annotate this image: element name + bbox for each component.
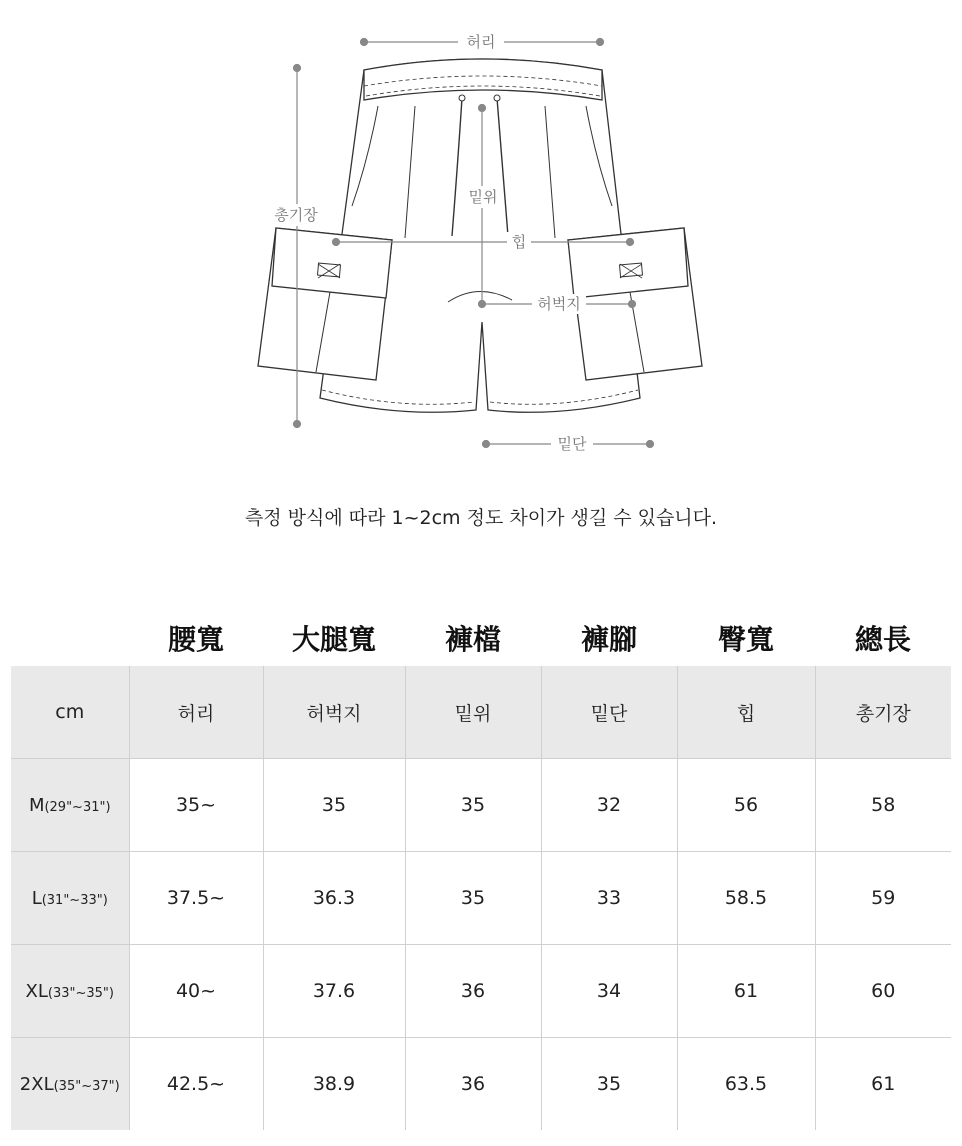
cell-value: 37.5~: [129, 852, 263, 945]
unit-label: cm: [11, 666, 129, 759]
cell-value: 59: [815, 852, 951, 945]
header-thigh: 허벅지: [263, 666, 405, 759]
thigh-label: 허벅지: [537, 295, 581, 313]
size-name: 2XL: [19, 1073, 54, 1095]
cell-value: 61: [677, 945, 815, 1038]
cell-value: 40~: [129, 945, 263, 1038]
size-name: XL: [25, 980, 48, 1002]
total-length-label: 총기장: [274, 206, 318, 224]
cn-header-length: 總長: [854, 623, 911, 656]
header-waist: 허리: [129, 666, 263, 759]
header-length: 총기장: [815, 666, 951, 759]
size-table: [11, 666, 951, 1130]
cell-value: 60: [815, 945, 951, 1038]
size-range: (33"~35"): [47, 985, 114, 1001]
cell-value: 42.5~: [129, 1038, 263, 1131]
table-row: [11, 1038, 951, 1131]
hem-label: 밑단: [557, 435, 587, 453]
size-name: M: [28, 794, 45, 816]
table-row: [11, 945, 951, 1038]
cell-value: 36.3: [263, 852, 405, 945]
cn-header-hip: 臀寬: [717, 623, 774, 656]
cell-value: 58: [815, 759, 951, 852]
size-label: [11, 945, 129, 1038]
cell-value: 38.9: [263, 1038, 405, 1131]
size-range: (35"~37"): [53, 1078, 120, 1094]
size-label: [11, 1038, 129, 1131]
size-label: [11, 852, 129, 945]
cell-value: 36: [405, 945, 541, 1038]
cell-value: 35: [541, 1038, 677, 1131]
cn-header-rise: 褲檔: [444, 623, 501, 656]
cell-value: 35~: [129, 759, 263, 852]
cn-header-waist: 腰寬: [167, 623, 224, 656]
cn-header-thigh: 大腿寬: [291, 623, 376, 656]
size-name: L: [31, 887, 42, 909]
cell-value: 33: [541, 852, 677, 945]
table-row: [11, 852, 951, 945]
cell-value: 34: [541, 945, 677, 1038]
cell-value: 35: [405, 852, 541, 945]
header-hip: 힙: [677, 666, 815, 759]
cn-header-hem: 褲腳: [580, 623, 637, 656]
cell-value: 56: [677, 759, 815, 852]
header-hem: 밑단: [541, 666, 677, 759]
cell-value: 36: [405, 1038, 541, 1131]
cell-value: 63.5: [677, 1038, 815, 1131]
measurement-note: 측정 방식에 따라 1~2cm 정도 차이가 생길 수 있습니다.: [244, 507, 718, 529]
cell-value: 32: [541, 759, 677, 852]
shorts-measurement-diagram: [0, 0, 962, 470]
header-rise: 밑위: [405, 666, 541, 759]
cell-value: 35: [263, 759, 405, 852]
size-label: [11, 759, 129, 852]
table-row: [11, 759, 951, 852]
rise-label: 밑위: [468, 188, 498, 206]
cell-value: 61: [815, 1038, 951, 1131]
hip-label: 힙: [511, 233, 527, 251]
cell-value: 35: [405, 759, 541, 852]
cell-value: 58.5: [677, 852, 815, 945]
cell-value: 37.6: [263, 945, 405, 1038]
korean-header-row: [11, 666, 951, 759]
size-range: (31"~33"): [41, 892, 108, 908]
size-range: (29"~31"): [44, 799, 111, 815]
waist-label: 허리: [466, 33, 496, 51]
chinese-header-row: [0, 618, 962, 666]
